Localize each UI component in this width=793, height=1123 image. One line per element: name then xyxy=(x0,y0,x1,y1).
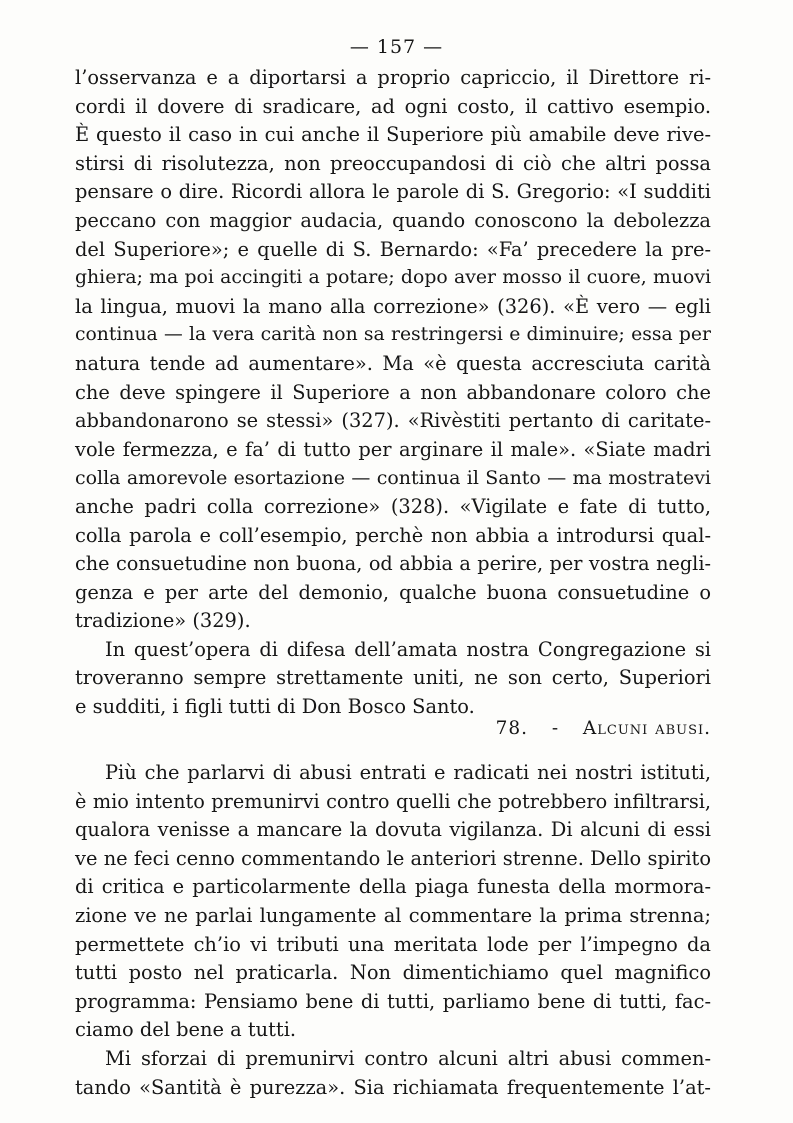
text-line: Mi sforzai di premunirvi contro alcuni altri abusi commen- xyxy=(105,1046,711,1070)
text-line: zione ve ne parlai lungamente al commentare la prima strenna; xyxy=(75,903,711,927)
text-line: programma: Pensiamo bene di tutti, parliamo bene di tutti, fac- xyxy=(75,989,711,1013)
text-line: anche padri colla correzione» (328). «Vigilate e fate di tutto, xyxy=(75,494,711,518)
text-line: che deve spingere il Superiore a non abbandonare coloro che xyxy=(75,380,711,404)
section-heading xyxy=(496,718,711,739)
text-line: cordi il dovere di sradicare, ad ogni costo, il cattivo esempio. xyxy=(75,94,711,118)
text-line: qualora venisse a mancare la dovuta vigilanza. Di alcuni di essi xyxy=(75,818,711,842)
text-line: È questo il caso in cui anche il Superiore più amabile deve rive- xyxy=(75,123,711,147)
page-number: — 157 — xyxy=(349,36,444,58)
text-line: natura tende ad aumentare». Ma «è questa accresciuta carità xyxy=(75,351,711,375)
text-line: di critica e particolarmente della piaga funesta della mormora- xyxy=(75,875,711,899)
section-title: Alcuni abusi. xyxy=(582,718,711,739)
text-block-bottom xyxy=(75,759,711,1102)
text-line: ciamo del bene a tutti. xyxy=(75,1018,297,1042)
text-line: genza e per arte del demonio, qualche buona consuetudine o xyxy=(75,580,711,604)
text-line: stirsi di risolutezza, non preoccupandosi di ciò che altri possa xyxy=(75,151,711,175)
text-line: l’osservanza e a diportarsi a proprio capriccio, il Direttore ri- xyxy=(75,66,711,89)
text-line: abbandonarono se stessi» (327). «Rivèstiti pertanto di caritate- xyxy=(75,409,711,433)
text-line: che consuetudine non buona, od abbia a perire, per vostra negli- xyxy=(75,552,711,576)
text-line: tando «Santità è purezza». Sia richiamata frequentemente l’at- xyxy=(75,1075,711,1099)
text-line: tutti posto nel praticarla. Non dimentichiamo quel magnifico xyxy=(75,961,711,985)
text-line: pensare o dire. Ricordi allora le parole di S. Gregorio: «I sudditi xyxy=(75,180,711,204)
text-line: tradizione» (329). xyxy=(75,609,251,633)
text-line: continua — la vera carità non sa restringersi e diminuire; essa per xyxy=(75,324,711,346)
text-line: colla amorevole esortazione — continua il Santo — ma mostratevi xyxy=(75,467,711,490)
text-line: e sudditi, i figli tutti di Don Bosco Santo. xyxy=(75,695,475,719)
text-line: vole fermezza, e fa’ di tutto per arginare il male». «Siate madri xyxy=(75,437,711,461)
text-line: troveranno sempre strettamente uniti, ne son certo, Superiori xyxy=(75,666,711,690)
text-line: peccano con maggior audacia, quando conoscono la debolezza xyxy=(75,208,711,232)
text-line: ve ne feci cenno commentando le anteriori strenne. Dello spirito xyxy=(75,846,711,870)
text-line: ghiera; ma poi accingiti a potare; dopo aver mosso il cuore, muovi xyxy=(75,267,711,289)
text-line: permettete ch’io vi tributi una meritata lode per l’impegno da xyxy=(75,932,711,956)
text-line: del Superiore»; e quelle di S. Bernardo: «Fa’ precedere la pre- xyxy=(75,237,711,261)
text-line: è mio intento premunirvi contro quelli che potrebbero infiltrarsi, xyxy=(75,789,711,813)
text-line: Più che parlarvi di abusi entrati e radicati nei nostri istituti, xyxy=(105,761,711,784)
text-line: colla parola e coll’esempio, perchè non abbia a introdursi qual- xyxy=(75,523,711,547)
section-number: 78. xyxy=(495,718,529,739)
text-line: In quest’opera di difesa dell’amata nostra Congregazione si xyxy=(105,637,711,661)
section-separator: - xyxy=(551,718,560,739)
text-block-top xyxy=(75,64,711,722)
text-line: la lingua, muovi la mano alla correzione» (326). «È vero — egli xyxy=(75,294,711,318)
